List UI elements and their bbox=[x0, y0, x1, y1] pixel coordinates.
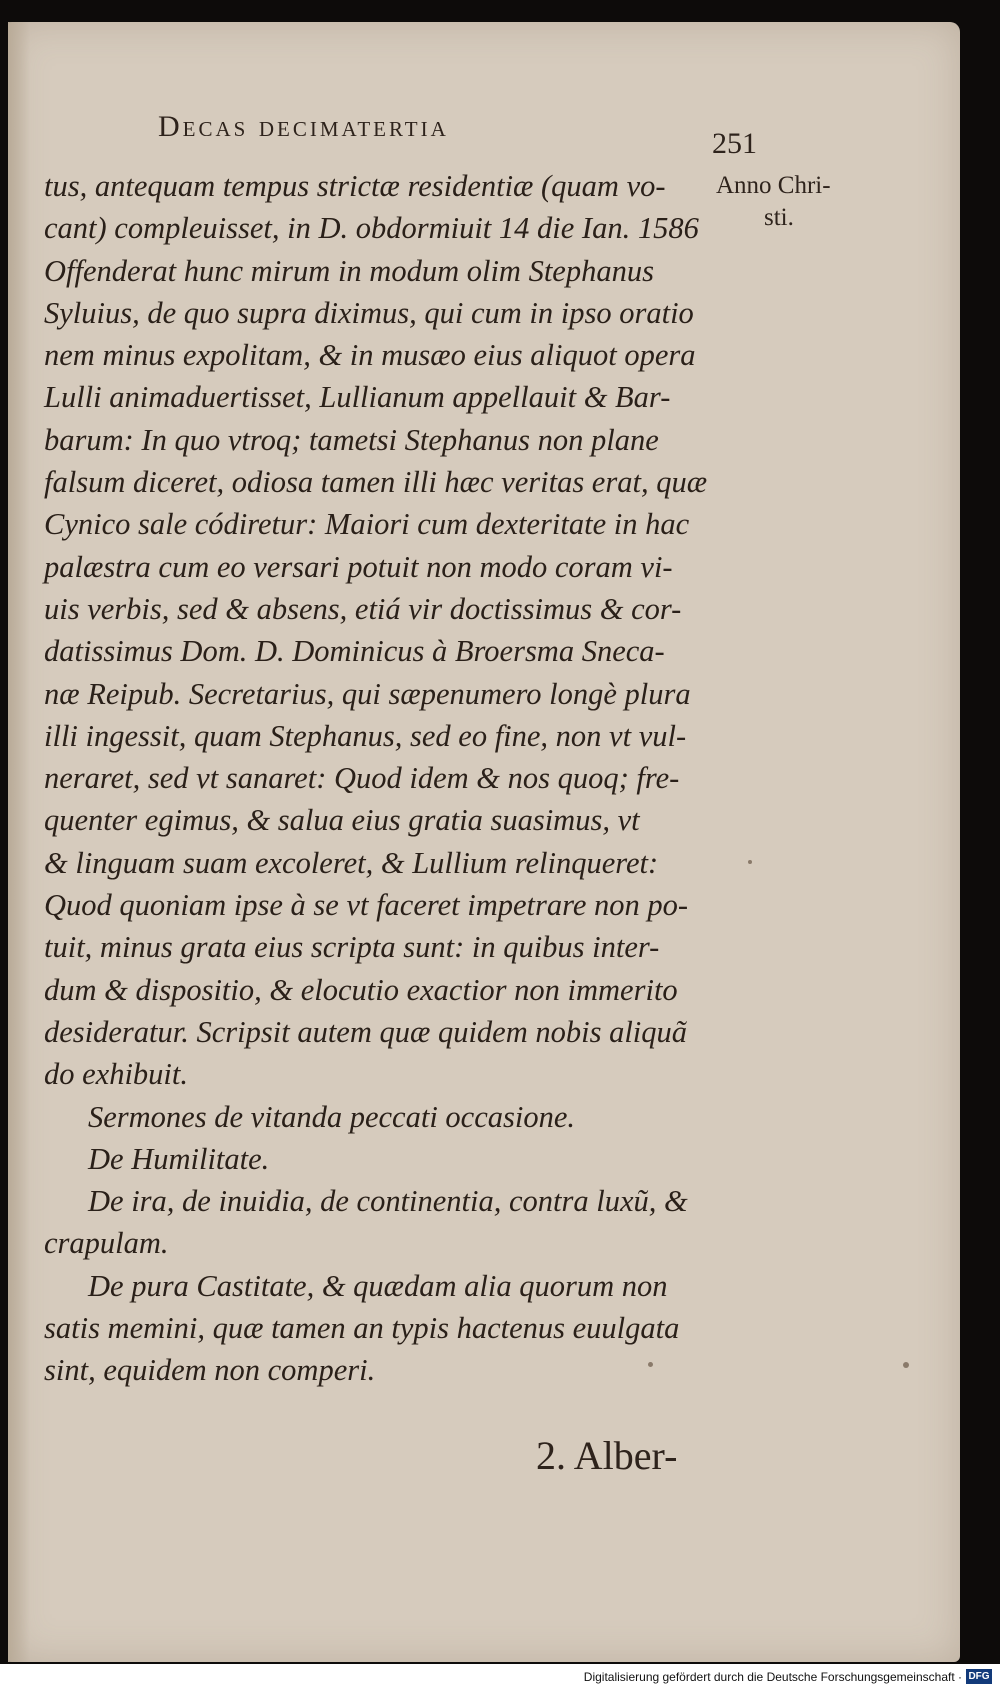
page-gutter-shadow bbox=[8, 22, 30, 1662]
work-title: De ira, de inuidia, de continentia, contra luxũ, & bbox=[88, 1184, 688, 1219]
text-line: nem minus expolitam, & in musæo eius aliquot opera bbox=[44, 338, 696, 373]
text-line: Syluius, de quo supra diximus, qui cum in ipso oratio bbox=[44, 295, 694, 330]
text-line: falsum diceret, odiosa tamen illi hæc veritas erat, quæ bbox=[44, 465, 708, 500]
text-line: palæstra cum eo versari potuit non modo coram vi- bbox=[44, 549, 673, 584]
work-title: De Humilitate. bbox=[88, 1141, 270, 1176]
text-line: Lulli animaduertisset, Lullianum appellauit & Bar- bbox=[44, 380, 671, 415]
work-title-continuation: sint, equidem non comperi. bbox=[44, 1353, 376, 1388]
body-text bbox=[44, 165, 724, 1392]
text-line: Cynico sale códiretur: Maiori cum dexteritate in hac bbox=[44, 507, 690, 542]
text-line: uis verbis, sed & absens, etiá vir doctissimus & cor- bbox=[44, 591, 682, 626]
text-line: cant) compleuisset, in D. obdormiuit 14 die Ian. 1586 bbox=[44, 211, 699, 246]
book-page bbox=[8, 22, 960, 1662]
text-line: desideratur. Scripsit autem quæ quidem nobis aliquã bbox=[44, 1014, 688, 1049]
work-title: Sermones de vitanda peccati occasione. bbox=[88, 1099, 576, 1134]
text-line: & linguam suam excoleret, & Lullium relinqueret: bbox=[44, 845, 659, 880]
catchword: 2. Alber- bbox=[536, 1433, 678, 1478]
text-line: Quod quoniam ipse à se vt faceret impetrare non po- bbox=[44, 888, 689, 923]
margin-note-line: Anno Chri- bbox=[716, 172, 831, 199]
text-line: do exhibuit. bbox=[44, 1057, 188, 1092]
paper-speck bbox=[903, 1362, 909, 1368]
margin-note-line: sti. bbox=[764, 204, 794, 231]
text-line: tus, antequam tempus strictæ residentiæ (quam vo- bbox=[44, 169, 666, 203]
dfg-logo-icon: DFG bbox=[966, 1669, 992, 1684]
paper-speck bbox=[648, 1362, 653, 1367]
footer-bar bbox=[0, 1664, 1000, 1688]
paper-speck bbox=[748, 860, 752, 864]
running-head: Decas decimatertia bbox=[158, 110, 449, 143]
work-title-continuation: crapulam. bbox=[44, 1226, 169, 1261]
work-title: De pura Castitate, & quædam alia quorum non bbox=[88, 1268, 668, 1303]
text-line: neraret, sed vt sanaret: Quod idem & nos quoq; fre- bbox=[44, 761, 680, 796]
text-line: quenter egimus, & salua eius gratia suasimus, vt bbox=[44, 803, 640, 838]
text-line: næ Reipub. Secretarius, qui sæpenumero longè plura bbox=[44, 676, 691, 711]
margin-note bbox=[716, 170, 846, 234]
text-line: tuit, minus grata eius scripta sunt: in quibus inter- bbox=[44, 930, 660, 965]
work-title-continuation: satis memini, quæ tamen an typis hactenus euulgata bbox=[44, 1311, 680, 1346]
digitization-credit: Digitalisierung gefördert durch die Deutsche Forschungsgemeinschaft · bbox=[583, 1670, 962, 1684]
text-line: barum: In quo vtroq; tametsi Stephanus non plane bbox=[44, 422, 659, 457]
page-number: 251 bbox=[712, 127, 757, 160]
text-line: Offenderat hunc mirum in modum olim Stephanus bbox=[44, 253, 654, 288]
text-line: illi ingessit, quam Stephanus, sed eo fine, non vt vul- bbox=[44, 718, 687, 753]
text-line: datissimus Dom. D. Dominicus à Broersma Sneca- bbox=[44, 634, 665, 669]
text-line: dum & dispositio, & elocutio exactior non immerito bbox=[44, 972, 678, 1007]
